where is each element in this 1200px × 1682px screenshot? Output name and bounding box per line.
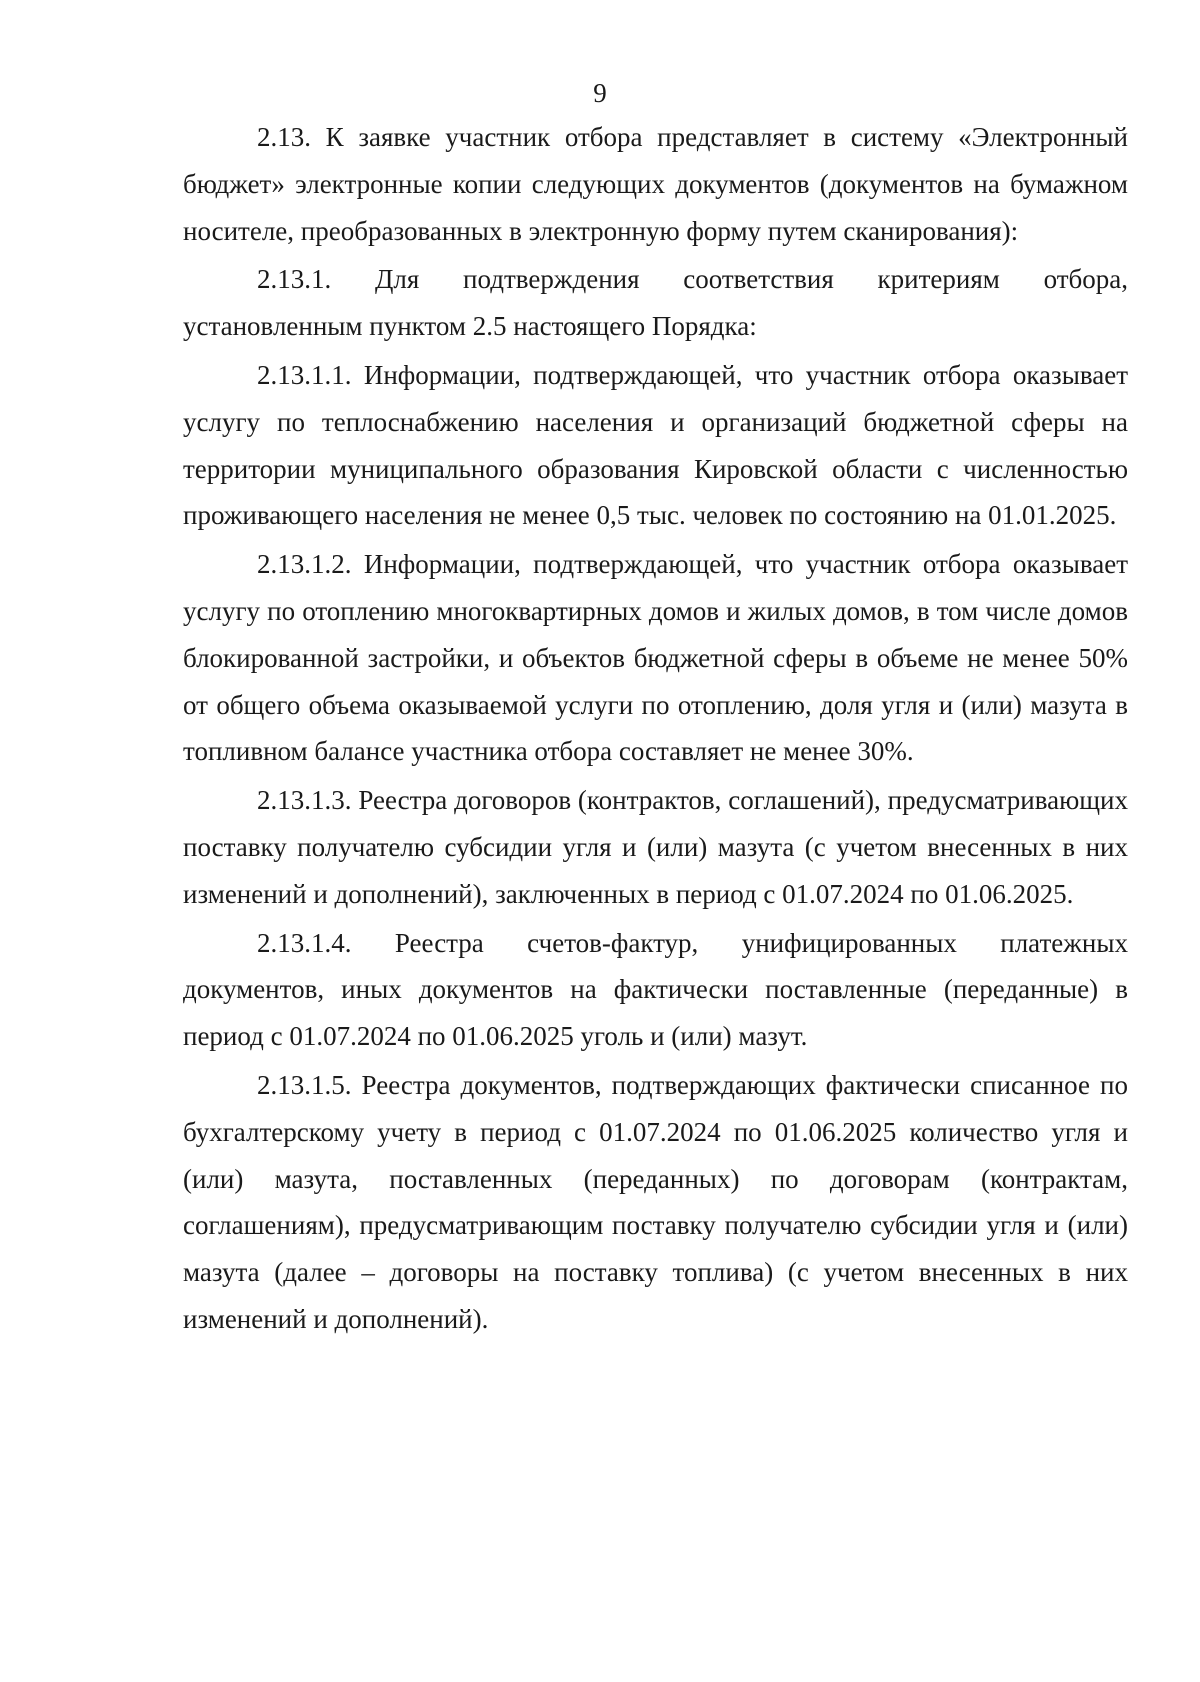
paragraph-2-13: 2.13. К заявке участник отбора представляет в систему «Электронный бюджет» электронные копии следующих документов (документов на бумажном носителе, преобразованных в электронную форму путем сканирования): (183, 122, 1128, 246)
paragraph-2-13-1-4: 2.13.1.4. Реестра счетов-фактур, унифицированных платежных документов, иных документов на фактически поставленные (переданные) в период с 01.07.2024 по 01.06.2025 уголь и (или) мазут. (183, 927, 1128, 1052)
paragraph-2-13-1-5: 2.13.1.5. Реестра документов, подтверждающих фактически списанное по бухгалтерскому учету в период с 01.07.2024 по 01.06.2025 количество угля и (или) мазута, поставленных (переданных) по договорам (контрактам, соглашениям), предусматривающим поставку получателю субсидии угля и (или) мазута (далее – договоры на поставку топлива) (с учетом внесенных в них изменений и дополнений). (183, 1069, 1128, 1334)
document-body (183, 114, 1128, 1343)
paragraph-2-13-1-2: 2.13.1.2. Информации, подтверждающей, что участник отбора оказывает услугу по отоплению многоквартирных домов и жилых домов, в том числе домов блокированной застройки, и объектов бюджетной сферы в объеме не менее 50% от общего объема оказываемой услуги по отоплению, доля угля и (или) мазута в топливном балансе участника отбора составляет не менее 30%. (183, 549, 1128, 767)
paragraph-2-13-1-3: 2.13.1.3. Реестра договоров (контрактов, соглашений), предусматривающих поставку получателю субсидии угля и (или) мазута (с учетом внесенных в них изменений и дополнений), заключенных в период с 01.07.2024 по 01.06.2025. (183, 785, 1128, 909)
paragraph-2-13-1: 2.13.1. Для подтверждения соответствия критериям отбора, установленным пунктом 2.5 настоящего Порядка: (183, 264, 1128, 342)
paragraph-2-13-1-1: 2.13.1.1. Информации, подтверждающей, что участник отбора оказывает услугу по теплоснабжению населения и организаций бюджетной сферы на территории муниципального образования Кировской области с численностью проживающего населения не менее 0,5 тыс. человек по состоянию на 01.01.2025. (183, 359, 1128, 531)
page-number: 9 (593, 78, 607, 108)
